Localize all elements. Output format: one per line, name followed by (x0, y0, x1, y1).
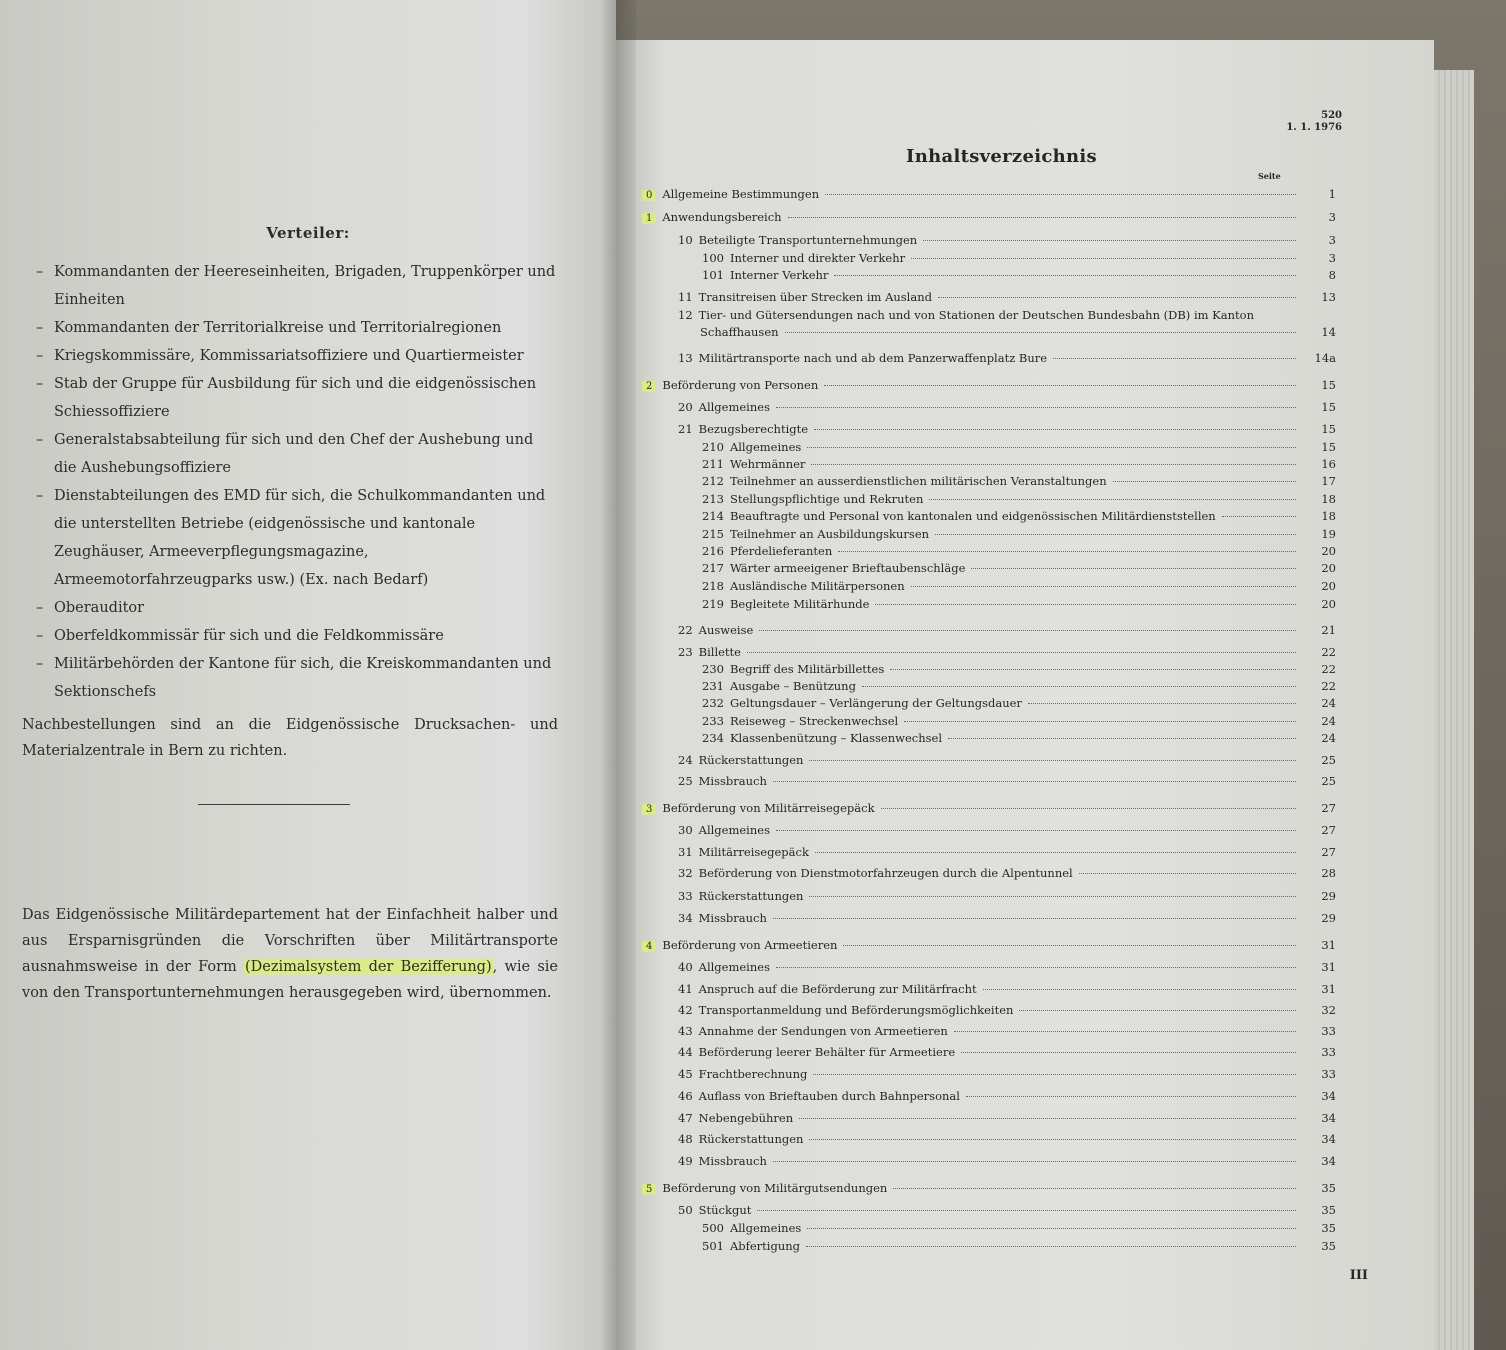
toc-entry-number: 10 (678, 233, 693, 247)
toc-entry (678, 1111, 1336, 1125)
toc-entry (642, 210, 1336, 224)
toc-entry-number: 231 (702, 679, 724, 693)
toc-entry-label: Stellungspflichtige und Rekruten (729, 492, 924, 506)
distribution-list (30, 258, 558, 706)
toc-entry (678, 400, 1336, 414)
toc-entry-number: 216 (702, 544, 724, 558)
toc-page-number: 27 (1321, 801, 1336, 815)
toc-entry-number: 210 (702, 440, 724, 454)
toc-entry-label: Allgemeine Bestimmungen (662, 187, 820, 201)
toc-entry (678, 753, 1336, 767)
toc-leader-dots (799, 1118, 1296, 1119)
toc-entry-number: 42 (678, 1003, 693, 1017)
toc-leader-dots (776, 407, 1296, 408)
toc-page-number: 24 (1321, 731, 1336, 745)
toc-entry (678, 960, 1336, 974)
toc-entry (678, 1045, 1336, 1059)
toc-page-number: 22 (1321, 662, 1336, 676)
toc-entry (642, 187, 1336, 201)
toc-entry (678, 889, 1336, 903)
toc-entry (702, 440, 1336, 454)
toc-entry-label: Beauftragte und Personal von kantonalen und eidgenössischen Militärdienststellen (729, 509, 1216, 523)
toc-page-number: 24 (1321, 714, 1336, 728)
toc-entry-label: Geltungsdauer – Verlängerung der Geltungsdauer (729, 696, 1022, 710)
toc-page-number: 22 (1321, 645, 1336, 659)
toc-entry (678, 866, 1336, 880)
toc-page-number: 15 (1321, 422, 1336, 436)
toc-entry (702, 509, 1336, 523)
toc-entry (702, 1221, 1336, 1235)
toc-page-number: 34 (1321, 1132, 1336, 1146)
toc-entry-label: Ausgabe – Benützung (729, 679, 856, 693)
toc-entry-number: 23 (678, 645, 693, 659)
toc-page-number: 21 (1321, 623, 1336, 637)
page-number: III (1349, 1268, 1368, 1283)
toc-page-number: 18 (1321, 492, 1336, 506)
toc-entry (642, 938, 1336, 952)
toc-leader-dots (843, 945, 1296, 946)
distribution-item: – Stab der Gruppe für Ausbildung für sich und die eidgenössischen Schiessoffiziere (30, 370, 558, 426)
toc-entry-label: Reiseweg – Streckenwechsel (729, 714, 899, 728)
toc-leader-dots (809, 1139, 1296, 1140)
toc-entry-label-continued: Schaffhausen (700, 325, 779, 339)
toc-entry-label: Interner und direkter Verkehr (729, 251, 906, 265)
toc-entry-number: 34 (678, 911, 693, 925)
toc-leader-dots (813, 1074, 1296, 1075)
distribution-item: – Generalstabsabteilung für sich und den Chef der Aushebung und die Aushebungsoffiziere (30, 426, 558, 482)
toc-page-number: 33 (1321, 1024, 1336, 1038)
distribution-item: – Kommandanten der Territorialkreise und Territorialregionen (30, 314, 558, 342)
toc-entry-label: Rückerstattungen (698, 889, 804, 903)
toc-entry (678, 1154, 1336, 1168)
toc-entry (702, 251, 1336, 265)
toc-entry-number: 30 (678, 823, 693, 837)
toc-entry-label: Wehrmänner (729, 457, 806, 471)
nachbestellung-note: Nachbestellungen sind an die Eidgenössische Drucksachen- und Materialzentrale in Bern zu richten. (22, 717, 558, 759)
toc-leader-dots (811, 464, 1296, 465)
toc-entry-label: Rückerstattungen (698, 1132, 804, 1146)
toc-entry (678, 1024, 1336, 1038)
toc-entry-label: Auflass von Brieftauben durch Bahnpersonal (698, 1089, 960, 1103)
toc-entry-label: Allgemeines (729, 440, 802, 454)
toc-entry (702, 1239, 1336, 1253)
toc-page-number: 35 (1321, 1239, 1336, 1253)
toc-page-number: 32 (1321, 1003, 1336, 1017)
toc-section-number: 5 (642, 1184, 656, 1195)
toc-leader-dots (1113, 481, 1296, 482)
toc-entry-label: Wärter armeeigener Brieftaubenschläge (729, 561, 966, 575)
toc-leader-dots (785, 332, 1296, 333)
toc-entry (678, 645, 1336, 659)
toc-entry-label: Pferdelieferanten (729, 544, 833, 558)
toc-page-number: 15 (1321, 378, 1336, 392)
toc-page-number: 34 (1321, 1111, 1336, 1125)
toc-entry-label: Billette (698, 645, 741, 659)
toc-entry-number: 213 (702, 492, 724, 506)
toc-entry-label: Anspruch auf die Beförderung zur Militärfracht (698, 982, 977, 996)
toc-leader-dots (788, 217, 1296, 218)
separator-rule (198, 804, 350, 805)
toc-leader-dots (971, 568, 1296, 569)
toc-entry-number: 49 (678, 1154, 693, 1168)
note-text-after: , wie sie von den Transportunternehmungen herausgegeben wird, übernommen. (22, 959, 558, 1001)
toc-entry-number: 12 (678, 308, 693, 322)
toc-entry-label: Beförderung von Personen (662, 378, 819, 392)
toc-entry-number: 25 (678, 774, 693, 788)
toc-entry-label: Teilnehmer an ausserdienstlichen militärischen Veranstaltungen (729, 474, 1107, 488)
toc-leader-dots (807, 1228, 1296, 1229)
toc-entry-number: 33 (678, 889, 693, 903)
stacked-page-edges (1434, 70, 1474, 1350)
book-gutter-shadow (600, 0, 636, 1350)
toc-entry (678, 308, 1336, 339)
distribution-item: – Militärbehörden der Kantone für sich, die Kreiskommandanten und Sektionschefs (30, 650, 558, 706)
toc-page-number: 25 (1321, 753, 1336, 767)
toc-page-number: 25 (1321, 774, 1336, 788)
toc-page-number: 27 (1321, 823, 1336, 837)
toc-entry-number: 24 (678, 753, 693, 767)
toc-page-number: 20 (1321, 561, 1336, 575)
toc-page-number: 35 (1321, 1181, 1336, 1195)
toc-entry-number: 101 (702, 268, 724, 282)
toc-entry-number: 22 (678, 623, 693, 637)
toc-entry (678, 823, 1336, 837)
toc-entry-number: 48 (678, 1132, 693, 1146)
toc-page-number: 17 (1321, 474, 1336, 488)
toc-page-number: 19 (1321, 527, 1336, 541)
toc-page-number: 34 (1321, 1089, 1336, 1103)
toc-entry (702, 714, 1336, 728)
toc-entry-number: 43 (678, 1024, 693, 1038)
toc-entry-number: 232 (702, 696, 724, 710)
toc-entry-label: Allgemeines (698, 400, 770, 414)
toc-entry (702, 268, 1336, 282)
toc-entry (678, 1132, 1336, 1146)
toc-entry-number: 44 (678, 1045, 693, 1059)
toc-leader-dots (911, 258, 1296, 259)
left-page (0, 0, 616, 1350)
toc-page-number: 27 (1321, 845, 1336, 859)
toc-page-number: 14 (1321, 325, 1336, 339)
toc-entry-number: 46 (678, 1089, 693, 1103)
toc-entry-number: 230 (702, 662, 724, 676)
toc-entry-label: Beförderung von Armeetieren (662, 938, 838, 952)
toc-entry-label: Begleitete Militärhunde (729, 597, 870, 611)
toc-entry-number: 11 (678, 290, 693, 304)
toc-entry-label: Beförderung von Dienstmotorfahrzeugen durch die Alpentunnel (698, 866, 1073, 880)
toc-page-number: 35 (1321, 1221, 1336, 1235)
highlighted-phrase: (Dezimalsystem der Bezifferung) (244, 959, 492, 975)
toc-leader-dots (904, 721, 1296, 722)
toc-leader-dots (747, 652, 1296, 653)
toc-page-number: 22 (1321, 679, 1336, 693)
toc-leader-dots (773, 781, 1296, 782)
toc-leader-dots (890, 669, 1296, 670)
toc-entry-number: 234 (702, 731, 724, 745)
toc-leader-dots (881, 808, 1296, 809)
toc-entry-number: 21 (678, 422, 693, 436)
toc-page-number: 1 (1328, 187, 1336, 201)
toc-entry-label: Militärtransporte nach und ab dem Panzerwaffenplatz Bure (698, 351, 1048, 365)
toc-entry-number: 217 (702, 561, 724, 575)
toc-entry (702, 527, 1336, 541)
seite-column-label: Seite (1258, 171, 1281, 181)
toc-leader-dots (893, 1188, 1296, 1189)
toc-entry-number: 32 (678, 866, 693, 880)
toc-page-number: 24 (1321, 696, 1336, 710)
toc-entry-label: Allgemeines (698, 960, 770, 974)
toc-entry-label: Beförderung von Militärreisegepäck (662, 801, 875, 815)
toc-page-number: 14a (1314, 351, 1336, 365)
toc-entry-label: Abfertigung (729, 1239, 801, 1253)
toc-page-number: 33 (1321, 1045, 1336, 1059)
toc-leader-dots (875, 604, 1296, 605)
toc-entry-label: Missbrauch (698, 1154, 767, 1168)
toc-entry (702, 731, 1336, 745)
toc-leader-dots (806, 1246, 1296, 1247)
toc-page-number: 34 (1321, 1154, 1336, 1168)
toc-entry (642, 378, 1336, 392)
toc-entry (678, 1203, 1336, 1217)
toc-page-number: 20 (1321, 597, 1336, 611)
toc-title: Inhaltsverzeichnis (906, 146, 1097, 167)
toc-entry-number: 20 (678, 400, 693, 414)
toc-leader-dots (759, 630, 1296, 631)
toc-entry (702, 457, 1336, 471)
toc-entry-label: Ausländische Militärpersonen (729, 579, 905, 593)
toc-entry-label: Anwendungsbereich (662, 210, 782, 224)
toc-page-number: 16 (1321, 457, 1336, 471)
toc-entry-label: Rückerstattungen (698, 753, 804, 767)
toc-page-number: 33 (1321, 1067, 1336, 1081)
toc-leader-dots (815, 852, 1296, 853)
toc-entry-number: 214 (702, 509, 724, 523)
toc-entry (702, 561, 1336, 575)
toc-entry-label: Allgemeines (729, 1221, 802, 1235)
toc-entry-number: 31 (678, 845, 693, 859)
toc-leader-dots (776, 830, 1296, 831)
toc-entry-label: Nebengebühren (698, 1111, 794, 1125)
toc-entry-number: 45 (678, 1067, 693, 1081)
toc-page-number: 18 (1321, 509, 1336, 523)
toc-page-number: 3 (1328, 251, 1336, 265)
toc-entry-label: Missbrauch (698, 911, 767, 925)
toc-leader-dots (773, 1161, 1296, 1162)
toc-entry-number: 13 (678, 351, 693, 365)
toc-entry-number: 233 (702, 714, 724, 728)
toc-entry (678, 1003, 1336, 1017)
toc-entry-label: Stückgut (698, 1203, 752, 1217)
toc-leader-dots (809, 896, 1296, 897)
toc-entry (678, 1067, 1336, 1081)
toc-page-number: 3 (1328, 210, 1336, 224)
toc-entry (678, 351, 1336, 365)
toc-leader-dots (838, 551, 1296, 552)
toc-entry-label: Teilnehmer an Ausbildungskursen (729, 527, 930, 541)
toc-entry (678, 623, 1336, 637)
toc-entry-label: Interner Verkehr (729, 268, 829, 282)
toc-entry (678, 290, 1336, 304)
toc-page-number: 20 (1321, 579, 1336, 593)
toc-entry-number: 50 (678, 1203, 693, 1217)
toc-leader-dots (862, 686, 1296, 687)
toc-entry-number: 215 (702, 527, 724, 541)
toc-entry (702, 544, 1336, 558)
toc-entry-number: 41 (678, 982, 693, 996)
toc-leader-dots (1019, 1010, 1296, 1011)
toc-entry (702, 662, 1336, 676)
toc-leader-dots (824, 385, 1296, 386)
toc-section-number: 4 (642, 941, 656, 952)
toc-page-number: 20 (1321, 544, 1336, 558)
toc-leader-dots (983, 989, 1296, 990)
toc-entry (642, 801, 1336, 815)
toc-entry-label: Transportanmeldung und Beförderungsmöglichkeiten (698, 1003, 1014, 1017)
toc-section-number: 0 (642, 190, 656, 201)
toc-entry (642, 1181, 1336, 1195)
toc-entry-label: Missbrauch (698, 774, 767, 788)
toc-entry (678, 1089, 1336, 1103)
toc-leader-dots (814, 429, 1296, 430)
toc-page-number: 29 (1321, 889, 1336, 903)
toc-entry-label: Frachtberechnung (698, 1067, 808, 1081)
toc-leader-dots (938, 297, 1296, 298)
toc-entry (702, 696, 1336, 710)
distribution-item: – Oberfeldkommissär für sich und die Feldkommissäre (30, 622, 558, 650)
toc-entry-label: Beteiligte Transportunternehmungen (698, 233, 918, 247)
toc-entry-label: Klassenbenützung – Klassenwechsel (729, 731, 943, 745)
toc-entry-number: 211 (702, 457, 724, 471)
toc-leader-dots (923, 240, 1296, 241)
toc-entry (702, 597, 1336, 611)
toc-page-number: 15 (1321, 440, 1336, 454)
toc-entry-label: Bezugsberechtigte (698, 422, 809, 436)
note-text-before: Das Eidgenössische Militärdepartement hat der Einfachheit halber und aus Ersparnisgründen die Vorschriften über Militärtransporte ausnahmsweise in der Form (22, 907, 558, 975)
toc-entry-label: Begriff des Militärbillettes (729, 662, 885, 676)
toc-entry-number: 501 (702, 1239, 724, 1253)
toc-entry (702, 474, 1336, 488)
toc-entry (678, 982, 1336, 996)
right-page (616, 40, 1434, 1350)
toc-leader-dots (961, 1052, 1296, 1053)
distribution-item: – Oberauditor (30, 594, 558, 622)
toc-leader-dots (757, 1210, 1296, 1211)
toc-leader-dots (966, 1096, 1296, 1097)
toc-leader-dots (929, 499, 1296, 500)
toc-entry (678, 233, 1336, 247)
toc-entry-number: 40 (678, 960, 693, 974)
toc-entry-number: 218 (702, 579, 724, 593)
toc-leader-dots (1079, 873, 1296, 874)
toc-entry-label: Annahme der Sendungen von Armeetieren (698, 1024, 948, 1038)
toc-page-number: 15 (1321, 400, 1336, 414)
toc-leader-dots (807, 447, 1296, 448)
toc-entry (702, 679, 1336, 693)
document-number: 520 (1321, 110, 1342, 121)
toc-leader-dots (935, 534, 1296, 535)
toc-entry-label: Ausweise (698, 623, 754, 637)
distribution-item: – Kriegskommissäre, Kommissariatsoffiziere und Quartiermeister (30, 342, 558, 370)
toc-entry-label: Beförderung leerer Behälter für Armeetiere (698, 1045, 956, 1059)
toc-entry-number: 219 (702, 597, 724, 611)
toc-section-number: 2 (642, 381, 656, 392)
toc-entry-number: 100 (702, 251, 724, 265)
toc-leader-dots (1028, 703, 1296, 704)
toc-entry (702, 579, 1336, 593)
toc-leader-dots (954, 1031, 1296, 1032)
toc-entry-label: Militärreisegepäck (698, 845, 809, 859)
document-reference (1286, 110, 1342, 134)
toc-leader-dots (1053, 358, 1296, 359)
distribution-item: – Dienstabteilungen des EMD für sich, die Schulkommandanten und die unterstellten Betriebe (eidgenössische und kantonale Zeughäuser, Armeeverpflegungsmagazine, Armeemotorfahrzeugparks usw.) (Ex. nach Bedarf) (30, 482, 558, 594)
document-date: 1. 1. 1976 (1286, 122, 1342, 133)
toc-leader-dots (1222, 516, 1296, 517)
toc-page-number: 28 (1321, 866, 1336, 880)
toc-leader-dots (773, 918, 1296, 919)
toc-page-number: 31 (1321, 960, 1336, 974)
toc-page-number: 31 (1321, 982, 1336, 996)
verteiler-title: Verteiler: (266, 224, 350, 242)
toc-page-number: 29 (1321, 911, 1336, 925)
toc-section-number: 3 (642, 804, 656, 815)
toc-entry-number: 500 (702, 1221, 724, 1235)
toc-entry (702, 492, 1336, 506)
toc-entry (678, 774, 1336, 788)
toc-entry (678, 422, 1336, 436)
toc-page-number: 13 (1321, 290, 1336, 304)
toc-page-number: 31 (1321, 938, 1336, 952)
toc-page-number: 35 (1321, 1203, 1336, 1217)
toc-entry-label: Beförderung von Militärgutsendungen (662, 1181, 888, 1195)
toc-entry-number: 47 (678, 1111, 693, 1125)
toc-page-number: 8 (1328, 268, 1336, 282)
toc-entry-label: Transitreisen über Strecken im Ausland (698, 290, 932, 304)
toc-leader-dots (825, 194, 1296, 195)
toc-entry (678, 911, 1336, 925)
toc-entry-label: Tier- und Gütersendungen nach und von Stationen der Deutschen Bundesbahn (DB) im Kanton (698, 308, 1254, 322)
toc-section-number: 1 (642, 213, 656, 224)
toc-leader-dots (911, 586, 1296, 587)
toc-entry-label: Allgemeines (698, 823, 770, 837)
toc-entry-number: 212 (702, 474, 724, 488)
toc-leader-dots (776, 967, 1296, 968)
decimal-system-note (22, 902, 558, 1006)
toc-leader-dots (948, 738, 1296, 739)
distribution-item: – Kommandanten der Heereseinheiten, Brigaden, Truppenkörper und Einheiten (30, 258, 558, 314)
toc-leader-dots (809, 760, 1296, 761)
toc-page-number: 3 (1328, 233, 1336, 247)
toc-entry (678, 845, 1336, 859)
toc-leader-dots (834, 275, 1296, 276)
